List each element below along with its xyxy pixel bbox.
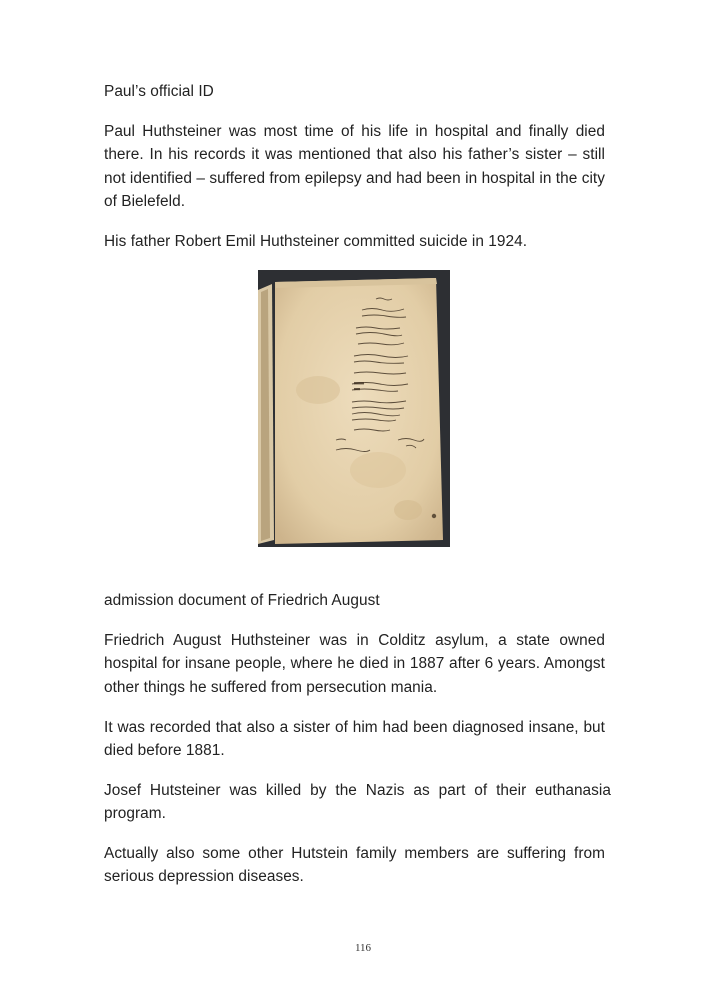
paragraph-depression: Actually also some other Hutstein family members are suffering from serious depression diseases. bbox=[104, 845, 605, 886]
admission-document-photo bbox=[258, 270, 450, 547]
photo-caption-admission-document: admission document of Friedrich August bbox=[104, 592, 380, 609]
paragraph-paul-hospital: Paul Huthsteiner was most time of his life in hospital and finally died there. In his records it was mentioned that also his father’s sister – still not identified – suffered from epilepsy and had been in hospital in the city of Bielefeld. bbox=[104, 123, 605, 211]
paragraph-sister-insane: It was recorded that also a sister of him had been diagnosed insane, but died before 1881. bbox=[104, 719, 605, 760]
paragraph-robert-emil: His father Robert Emil Huthsteiner committed suicide in 1924. bbox=[104, 233, 528, 250]
photo-caption-paul-id: Paul’s official ID bbox=[104, 83, 214, 100]
page-number: 116 bbox=[354, 942, 372, 954]
paragraph-josef-hutsteiner: Josef Hutsteiner was killed by the Nazis as part of their euthanasia program. bbox=[104, 782, 611, 823]
paragraph-friedrich-august: Friedrich August Huthsteiner was in Colditz asylum, a state owned hospital for insane people, where he died in 1887 after 6 years. Amongst other things he suffered from persecution mania. bbox=[104, 632, 605, 696]
